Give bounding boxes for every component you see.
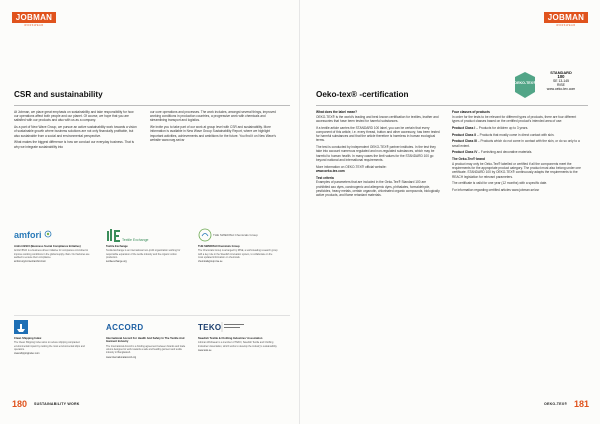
- accord-logo-wordmark: ACCORD: [106, 323, 144, 332]
- textile-exchange-icon: [106, 228, 149, 242]
- accord-logo-icon: [106, 320, 150, 334]
- partner-desc: Jobman Workwear is a member of TEKO, Swedish Textile and Clothing Industries' Association, which works to develop the industry's sustainability.: [198, 341, 278, 348]
- partner-url[interactable]: www.internationalaccord.org: [106, 355, 137, 359]
- product-class-label: Product Class II: [452, 132, 477, 137]
- page-title: Oeko-tex® -certification: [316, 90, 409, 99]
- oeko-standard: STANDARD: [550, 70, 572, 75]
- partner-desc: Textile Exchange is an international non-profit organization working for responsible expansion of the textile industry and the organic cotton production.: [106, 249, 181, 259]
- csr-paragraph: What makes the biggest difference is how we conduct our everyday business. That is why we integrate sustainability into: [14, 140, 135, 149]
- jobman-logo: [544, 12, 588, 27]
- chemicals-group-icon: [198, 228, 258, 242]
- partner-url[interactable]: www.teko.se: [198, 349, 212, 353]
- jobman-logo-text: JOBMAN: [544, 12, 588, 23]
- product-class-item: [452, 150, 584, 154]
- partner-clean-shipping: [14, 320, 94, 355]
- amfori-logo: [14, 228, 94, 242]
- product-class-label: Product Class I: [452, 125, 476, 130]
- partner-name: THE SWEDISH Chemicals Group: [198, 245, 240, 248]
- oeko-tex-label: [540, 71, 582, 91]
- teko-logo: [198, 320, 278, 334]
- oeko-tex-link[interactable]: www.oeko-tex.com: [316, 168, 345, 173]
- partner-name: Textile Exchange: [106, 245, 128, 248]
- accord-logo: [106, 320, 186, 334]
- partner-name: International Accord For Health And Safety In The Textile And Garment Industry: [106, 337, 185, 344]
- partner-teko: [198, 320, 278, 352]
- oeko-paragraph: If a textile article carries the STANDARD 100 label, you can be certain that every component of this article, i.e. every thread, button and other accessory, has been tested for harmful substances and that the article therefore is harmless in human ecological terms.: [316, 125, 440, 143]
- product-class-text: – Products for children up to 3 years.: [475, 125, 529, 130]
- clean-shipping-logo: [14, 320, 94, 334]
- right-page: [300, 0, 600, 424]
- amfori-logo-icon: [14, 228, 54, 242]
- oeko-institute: RISE: [557, 83, 565, 87]
- product-class-text: – Products that mostly come in direct contact with skin.: [476, 132, 555, 137]
- textile-exchange-logo: [106, 228, 186, 242]
- product-class-item: [452, 126, 584, 130]
- product-class-label: Product Class IV: [452, 150, 478, 155]
- partner-desc: Amfori BSCI is a business driven initiative for companies committed to improve working conditions in the global supply chain. Our factories are audited to ensure their compliance.: [14, 249, 90, 259]
- partner-textile-exchange: [106, 228, 186, 263]
- oeko-paragraph: A product may only be Oeko-Tex® labelled or certified if all the components meet the requirements for the appropriate product category. The product must also belong under one certificate. STANDARD 100 by OEKO-TEX® continuously adapts the requirements to the REACH legislation for relevant parameters.: [452, 161, 581, 179]
- partner-name: Clean Shipping Index: [14, 337, 42, 340]
- jobman-logo-tagline: WORKWEAR: [24, 24, 44, 27]
- oeko-paragraph: In order for the tests to be relevant for different types of products, there are four different types of product classes based on the certified product's intended area of use:: [452, 114, 577, 123]
- product-class-item: [452, 133, 584, 137]
- partner-accord: [106, 320, 186, 359]
- section-heading: The Oeko-Tex® brand: [452, 157, 485, 162]
- csr-paragraph: We invite you to take part of our work at group level with CSR and sustainability. More information is available in New Wave Group Sustainability Report, where we highlight important activities, achievements and ambitions for the future. You find it on New Wave's website www.nwg.se/csr: [150, 125, 276, 142]
- amfori-logo-wordmark: amfori: [14, 230, 42, 240]
- title-rule: [316, 105, 588, 106]
- product-class-label: Product Class III: [452, 139, 477, 144]
- partner-url[interactable]: cleanshippingindex.com: [14, 352, 40, 356]
- section-heading: Four classes of products: [452, 110, 490, 114]
- section-label: SUSTAINABILITY WORK: [34, 402, 80, 406]
- product-class-item: [452, 139, 584, 147]
- page-number: 180: [12, 399, 28, 409]
- jobman-logo-text: JOBMAN: [12, 12, 56, 23]
- partner-desc: The Clean Shipping Index aims to reduce shipping companies' environmental impact by ranking the most environmental ships and operators.: [14, 341, 85, 351]
- teko-logo-icon: [198, 320, 248, 334]
- textile-exchange-wordmark: Textile Exchange: [122, 238, 149, 242]
- partner-url[interactable]: amfori.org/content/amfori-bsci: [14, 260, 46, 264]
- partner-url[interactable]: textileexchange.org: [106, 260, 127, 264]
- partner-divider: [14, 315, 290, 316]
- oeko-url[interactable]: www.oeko-tex.com: [546, 87, 576, 91]
- product-class-text: – Products which do not come in contact with the skin, or do so only to a small extent.: [452, 139, 580, 148]
- oeko-column-2: [452, 110, 584, 195]
- oeko-paragraph: More information on OEKO-TEX® official website:: [316, 164, 387, 169]
- section-heading: What does the label mean?: [316, 110, 358, 114]
- page-title: CSR and sustainability: [14, 90, 103, 99]
- title-rule: [14, 105, 290, 106]
- partner-url[interactable]: chemicalsgroup.rise.se: [198, 260, 223, 264]
- csr-column-1: [14, 110, 138, 151]
- jobman-logo-tagline: WORKWEAR: [556, 24, 576, 27]
- oeko-paragraph: Examples of parameters that are included in the Oeko-Tex® Standard 100 are prohibited azo dyes, carcinogenic and allergenic dyes, phthalates, formaldehyde, pesticides, heavy metals, certain organotin, chlorinated organic compounds, biologically active products, and flame retardant materials.: [316, 180, 440, 198]
- csr-paragraph: At Jobman, we place great emphasis on sustainability and take responsibility for how our operations affect both people and our planet. Of course, we hope that you are satisfied with our products and also with us as a company.: [14, 110, 134, 123]
- clean-shipping-icon: [14, 320, 38, 334]
- partner-amfori: [14, 228, 94, 263]
- section-heading: Test criteria: [316, 175, 334, 180]
- oeko-tex-badge-icon: [515, 72, 535, 98]
- csr-paragraph: our core operations and processes. The work includes, amongst several things, improved working conditions in production countries, a progressive work with chemicals and streamlining transport and logistics.: [150, 110, 276, 123]
- section-label: OEKO-TEX®: [544, 402, 568, 406]
- chemicals-group-logo: [198, 228, 278, 242]
- partner-chemicals-group: [198, 228, 278, 263]
- partner-desc: The International Accord is a binding agreement between brands and trade unions designed to work towards a safe and healthy garment and textile industry in Bangladesh.: [106, 344, 186, 354]
- jobman-logo: [12, 12, 56, 27]
- oeko-tex-badge-brand: OEKO-TEX®: [514, 81, 536, 85]
- partner-desc: The Chemicals Group is arranged by RISE, a world-leading research group with a key role in the Swedish innovation system, to collaborate on the most updated information on chemicals.: [198, 249, 278, 259]
- csr-column-2: [150, 110, 278, 145]
- partner-name: Amfori BSCI (Business Social Compliance Initiative): [14, 245, 81, 248]
- chemicals-group-wordmark: THE SWEDISH Chemicals Group: [213, 233, 258, 237]
- oeko-paragraph: OEKO-TEX® is the world's leading and best known certification for textiles, leather and accessories that have been tested for harmful substances.: [316, 114, 439, 123]
- teko-logo-wordmark: TEKO: [198, 323, 222, 332]
- oeko-standard-number: 100: [557, 74, 565, 79]
- oeko-paragraph: The certificate is valid for one year (12 months) with a specific date.: [452, 181, 548, 186]
- csr-paragraph: As a part of New Wave Group, we pursue an active sustainability work towards a vision of sustainable growth where business solutions are not only financially profitable, but also sustainable from a social and environmental perspective.: [14, 125, 137, 138]
- oeko-paragraph: For information regarding certified articles www.jobman.se/csr: [452, 188, 540, 193]
- partner-name: Swedish Textile & Clothing Industries' Association: [198, 337, 263, 340]
- oeko-column-1: [316, 110, 440, 200]
- oeko-code: SE 13-145: [552, 79, 570, 83]
- oeko-paragraph: The test is conducted by independent OEKO-TEX® partner institutes. In the test they take into account numerous regulated and non-regulated substances, which may be harmful to human health. In many cases the limit values for the STANDARD 100 go beyond national and international requirements.: [316, 145, 436, 162]
- product-class-text: – Furnishing and decorative materials.: [477, 150, 533, 155]
- page-number: 181: [574, 399, 590, 409]
